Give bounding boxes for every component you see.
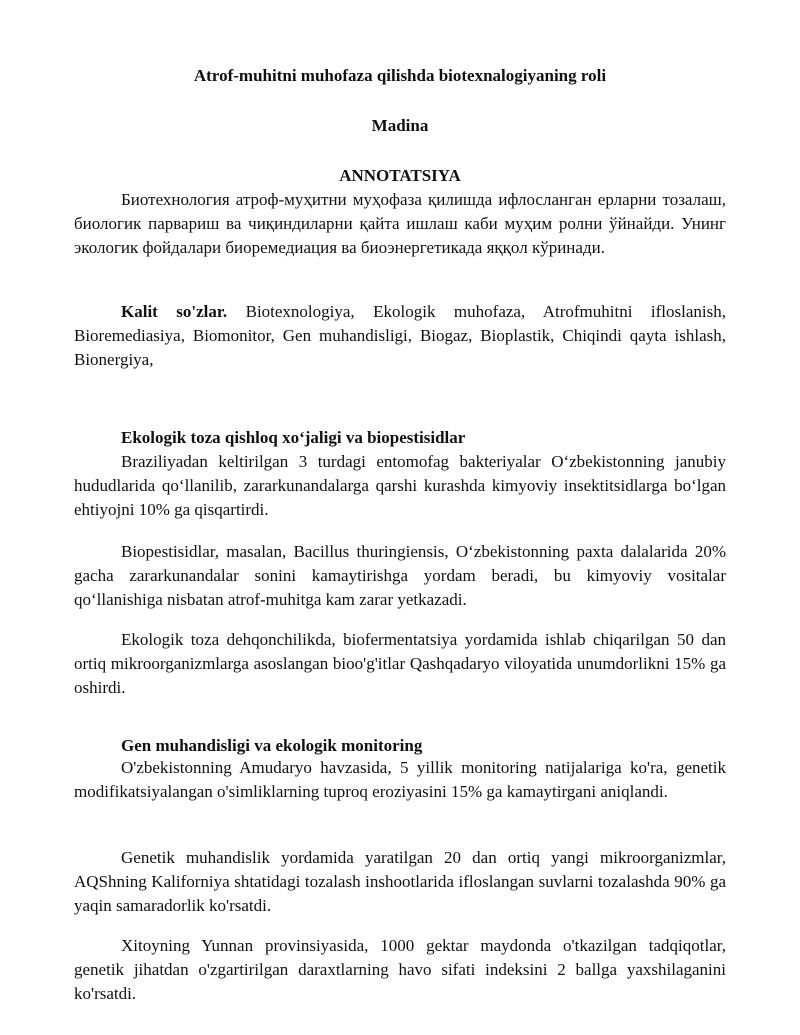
section2-paragraph-2: Genetik muhandislik yordamida yaratilgan 20 dan ortiq yangi mikroorganizmlar, AQShning Kaliforniya shtatidagi tozalash inshootlarida ifloslangan suvlarni tozalashda 90% ga yaqin samaradorlik ko'rsatdi. <box>74 848 726 915</box>
section2-heading: Gen muhandisligi va ekologik monitoring <box>121 736 423 755</box>
keywords-paragraph <box>74 300 726 372</box>
annotation-heading: ANNOTATSIYA <box>339 166 461 185</box>
section2-paragraph-1: O'zbekistonning Amudaryo havzasida, 5 yillik monitoring natijalariga ko'ra, genetik modifikatsiyalangan o'simliklarning tuproq eroziyasini 15% ga kamaytirgani aniqlandi. <box>74 758 726 801</box>
section2-paragraph-3: Xitoyning Yunnan provinsiyasida, 1000 gektar maydonda o'tkazilgan tadqiqotlar, genetik jihatdan o'zgartirilgan daraxtlarning havo sifati indeksini 2 ballga yaxshilaganini ko'rsatdi. <box>74 936 726 1003</box>
document-title: Atrof-muhitni muhofaza qilishda biotexnalogiyaning roli <box>193 66 607 85</box>
section1-paragraph-3: Ekologik toza dehqonchilikda, biofermentatsiya yordamida ishlab chiqarilgan 50 dan ortiq mikroorganizmlarga asoslangan bioo'g'itlar Qashqadaryo viloyatida unumdorlikni 15% ga oshirdi. <box>74 630 726 697</box>
keywords-text: Biotexnologiya, Ekologik muhofaza, Atrofmuhitni ifloslanish, Bioremediasiya, Biomonitor, Gen muhandisligi, Biogaz, Bioplastik, Chiqindi qayta ishlash, Bionergiya, <box>74 302 726 369</box>
section1-paragraph-1: Braziliyadan keltirilgan 3 turdagi entomofag bakteriyalar O‘zbekistonning janubiy hududlarida qo‘llanilib, zararkunandalarga qarshi kurashda kimyoviy insektitsidlarga bo‘lgan ehtiyojni 10% ga qisqartirdi. <box>74 452 726 519</box>
author-name: Madina <box>371 116 429 135</box>
annotation-paragraph: Биотехнология атроф-муҳитни муҳофаза қилишда ифлосланган ерларни тозалаш, биологик парвариш ва чиқиндиларни қайта ишлаш каби муҳим ролни ўйнайди. Унинг экологик фойдалари биоремедиация ва биоэнергетикада яққол кўринади. <box>74 190 726 257</box>
keywords-label: Kalit so'zlar. <box>121 302 228 321</box>
section1-heading: Ekologik toza qishloq xo‘jaligi va biopestisidlar <box>121 428 466 447</box>
section1-paragraph-2: Biopestisidlar, masalan, Bacillus thuringiensis, O‘zbekistonning paxta dalalarida 20% gacha zararkunandalar sonini kamaytirishga yordam beradi, bu kimyoviy vositalar qo‘llanishiga nisbatan atrof-muhitga kam zarar yetkazadi. <box>74 542 726 609</box>
